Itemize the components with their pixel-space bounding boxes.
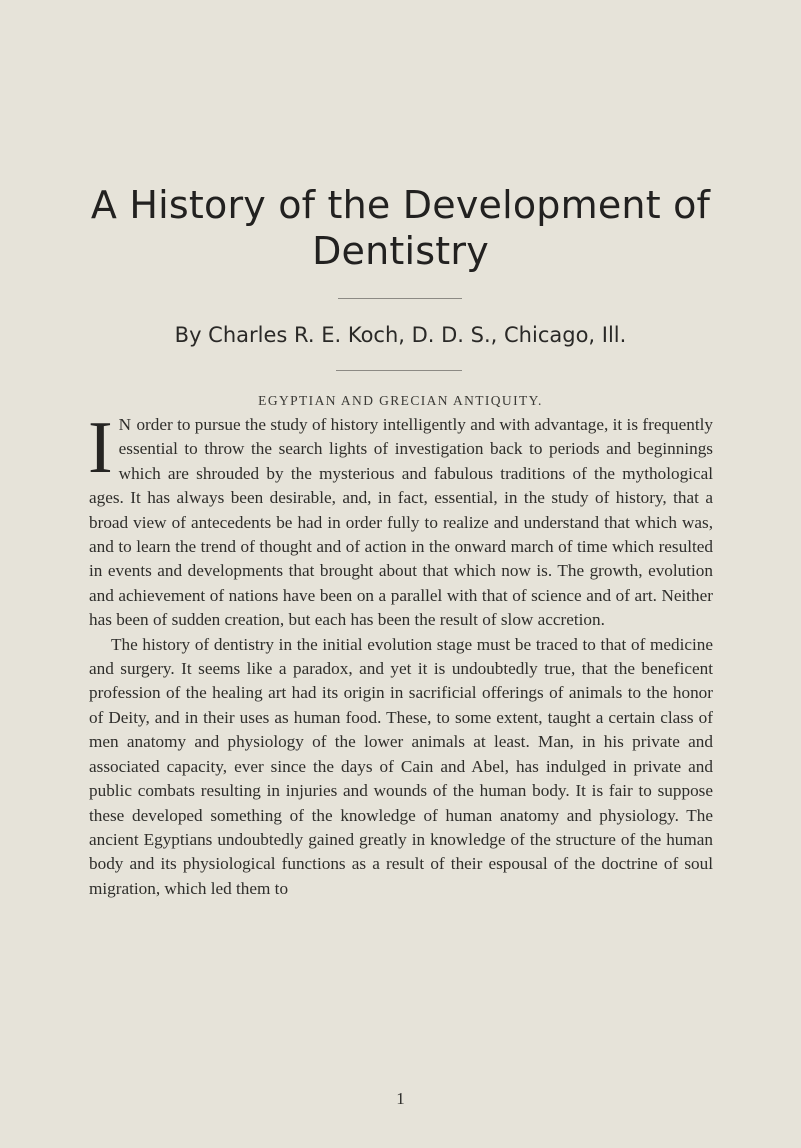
page-number: 1: [396, 1089, 405, 1108]
drop-cap: I: [88, 407, 113, 489]
author-byline: By Charles R. E. Koch, D. D. S., Chicago, Ill.: [174, 323, 627, 347]
first-word-rest: N: [118, 415, 133, 434]
section-heading: EGYPTIAN AND GRECIAN ANTIQUITY.: [258, 393, 543, 408]
page-title: A History of the Development of Dentistry: [90, 183, 711, 273]
paragraph-2: The history of dentistry in the initial evolution stage must be traced to that of medicine and surgery. It seems like a paradox, and yet it is undoubtedly true, that the beneficent profession of the healing art had its origin in sacrificial offerings of animals to the honor of Deity, and in their uses as human food. These, to some extent, taught a certain class of men anatomy and physiology of the lower animals at least. Man, in his private and associated capacity, ever since the days of Cain and Abel, has indulged in private and public combats resulting in injuries and wounds of the human body. It is fair to suppose these developed something of the knowledge of human anatomy and physiology. The ancient Egyptians undoubtedly gained greatly in knowledge of the structure of the human body and its physiological functions as a result of their espousal of the doctrine of soul migration, which led them to: [89, 634, 713, 898]
paragraph-1: [88, 407, 713, 633]
divider-rule-bottom: [336, 370, 462, 371]
divider-rule-top: [338, 298, 462, 299]
article-body: [88, 407, 713, 901]
paragraph-1-text: order to pursue the study of history intelligently and with advantage, it is frequently essential to throw the search lights of investigation back to periods and beginnings which are shrouded by the mysterious and fabulous traditions of the mythological ages. It has always been desirable, and, in fact, essential, in the study of history, that a broad view of antecedents be had in order fully to realize and understand that which was, and to learn the trend of thought and of action in the onward march of time which resulted in events and developments that brought about that which now is. The growth, evolution and achievement of nations have been on a parallel with that of science and of art. Neither has been of sudden creation, but each has been the result of slow accretion.: [89, 415, 713, 630]
